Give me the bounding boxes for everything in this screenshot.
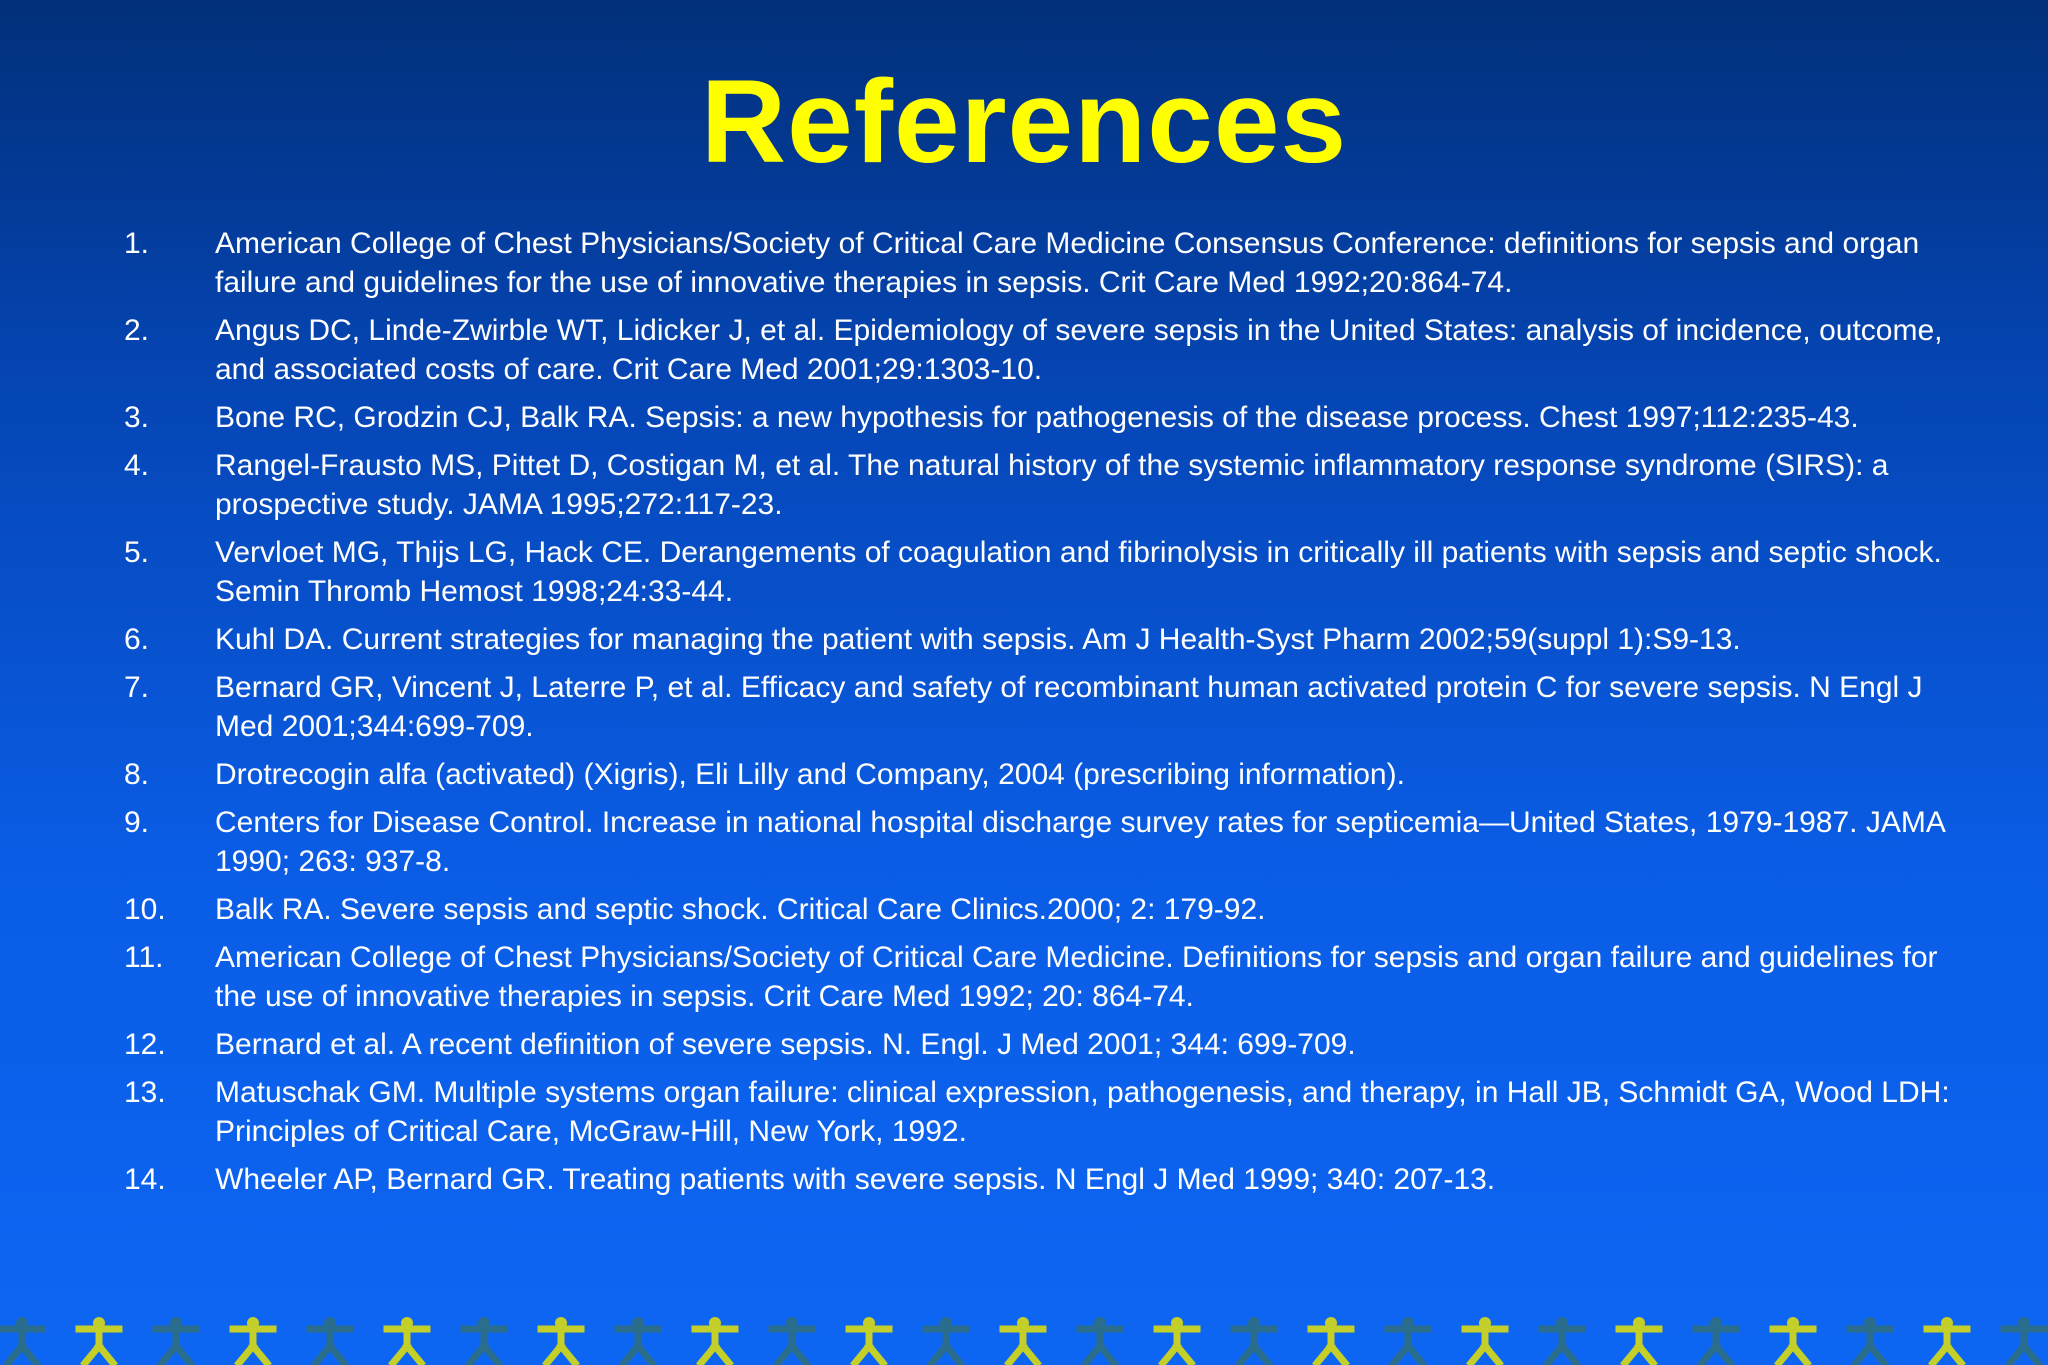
- reference-text: Angus DC, Linde-Zwirble WT, Lidicker J, et al. Epidemiology of severe sepsis in the United States: analysis of incidence, outcome, and associated costs of care. Crit Care Med 2001;29:1303-10.: [215, 314, 1943, 386]
- reference-number: 2.: [124, 314, 150, 347]
- reference-text: Centers for Disease Control. Increase in national hospital discharge survey rates for septicemia—United States, 1979-1987. JAMA 1990; 263: 937-8.: [215, 806, 1945, 878]
- stick-figure-icon: [310, 1317, 350, 1363]
- reference-item: [124, 1025, 1974, 1064]
- reference-text: Vervloet MG, Thijs LG, Hack CE. Derangements of coagulation and fibrinolysis in critically ill patients with sepsis and septic shock. Semin Thromb Hemost 1998;24:33-44.: [215, 536, 1942, 608]
- stick-figure-icon: [2, 1317, 42, 1363]
- reference-text: Rangel-Frausto MS, Pittet D, Costigan M, et al. The natural history of the systemic inflammatory response syndrome (SIRS): a prospective study. JAMA 1995;272:117-23.: [215, 449, 1889, 521]
- reference-number: 6.: [124, 623, 150, 656]
- reference-text: American College of Chest Physicians/Society of Critical Care Medicine Consensus Conference: definitions for sepsis and organ failure and guidelines for the use of innovative therapies in sepsis. Crit Care Med 1992;20:864-74.: [215, 227, 1920, 299]
- stick-figure-icon: [2004, 1317, 2044, 1363]
- stick-figure-icon: [1773, 1317, 1813, 1363]
- reference-item: [124, 224, 1974, 302]
- reference-text: Matuschak GM. Multiple systems organ failure: clinical expression, pathogenesis, and therapy, in Hall JB, Schmidt GA, Wood LDH: Principles of Critical Care, McGraw-Hill, New York, 1992.: [215, 1076, 1950, 1148]
- reference-item: [124, 1073, 1974, 1151]
- reference-text: Bone RC, Grodzin CJ, Balk RA. Sepsis: a new hypothesis for pathogenesis of the disease process. Chest 1997;112:235-43.: [215, 401, 1859, 434]
- reference-number: 12.: [124, 1028, 166, 1061]
- stick-figure-icon: [464, 1317, 504, 1363]
- stick-figure-icon: [1465, 1317, 1505, 1363]
- stick-figure-icon: [1311, 1317, 1351, 1363]
- reference-text: Bernard GR, Vincent J, Laterre P, et al. Efficacy and safety of recombinant human activated protein C for severe sepsis. N Engl J Med 2001;344:699-709.: [215, 671, 1923, 743]
- stick-figure-icon: [1696, 1317, 1736, 1363]
- reference-number: 13.: [124, 1076, 166, 1109]
- reference-number: 3.: [124, 401, 150, 434]
- stick-figure-icon: [1619, 1317, 1659, 1363]
- stick-figure-icon: [849, 1317, 889, 1363]
- reference-item: [124, 803, 1974, 881]
- reference-item: [124, 890, 1974, 929]
- reference-text: Bernard et al. A recent definition of severe sepsis. N. Engl. J Med 2001; 344: 699-709.: [215, 1028, 1356, 1061]
- reference-item: [124, 755, 1974, 794]
- stick-figure-icon: [541, 1317, 581, 1363]
- stick-figure-icon: [79, 1317, 119, 1363]
- reference-number: 8.: [124, 758, 150, 791]
- reference-item: [124, 1160, 1974, 1199]
- reference-number: 9.: [124, 806, 150, 839]
- slide-title: References: [700, 56, 1348, 188]
- stick-figure-icon: [1157, 1317, 1197, 1363]
- reference-text: Wheeler AP, Bernard GR. Treating patients with severe sepsis. N Engl J Med 1999; 340: 207-13.: [215, 1163, 1496, 1196]
- reference-text: Drotrecogin alfa (activated) (Xigris), Eli Lilly and Company, 2004 (prescribing information).: [215, 758, 1405, 791]
- reference-item: [124, 398, 1974, 437]
- reference-number: 5.: [124, 536, 150, 569]
- stick-figure-icon: [618, 1317, 658, 1363]
- reference-item: [124, 311, 1974, 389]
- reference-text: American College of Chest Physicians/Society of Critical Care Medicine. Definitions for sepsis and organ failure and guidelines for the use of innovative therapies in sepsis. Crit Care Med 1992; 20: 864-74.: [215, 941, 1938, 1013]
- stick-figure-icon: [1080, 1317, 1120, 1363]
- reference-number: 10.: [124, 893, 166, 926]
- stick-figure-icon: [1927, 1317, 1967, 1363]
- reference-item: [124, 620, 1974, 659]
- reference-number: 14.: [124, 1163, 166, 1196]
- reference-text: Kuhl DA. Current strategies for managing the patient with sepsis. Am J Health-Syst Pharm 2002;59(suppl 1):S9-13.: [215, 623, 1741, 656]
- stick-figure-icon: [1388, 1317, 1428, 1363]
- reference-item: [124, 533, 1974, 611]
- stick-figure-icon: [1003, 1317, 1043, 1363]
- reference-number: 7.: [124, 671, 150, 704]
- stick-figure-icon: [233, 1317, 273, 1363]
- reference-item: [124, 938, 1974, 1016]
- stick-figure-icon: [1542, 1317, 1582, 1363]
- stick-figure-icon: [387, 1317, 427, 1363]
- reference-number: 1.: [124, 227, 150, 260]
- stick-figure-icon: [926, 1317, 966, 1363]
- stick-figure-icon: [156, 1317, 196, 1363]
- reference-list: [124, 224, 1974, 1208]
- reference-item: [124, 668, 1974, 746]
- stick-figure-icon: [695, 1317, 735, 1363]
- reference-item: [124, 446, 1974, 524]
- reference-text: Balk RA. Severe sepsis and septic shock. Critical Care Clinics.2000; 2: 179-92.: [215, 893, 1266, 926]
- stick-figure-icon: [1234, 1317, 1274, 1363]
- reference-number: 11.: [124, 941, 164, 974]
- stick-figure-icon: [1850, 1317, 1890, 1363]
- figure-border: [0, 1313, 2048, 1365]
- reference-number: 4.: [124, 449, 150, 482]
- stick-figure-icon: [772, 1317, 812, 1363]
